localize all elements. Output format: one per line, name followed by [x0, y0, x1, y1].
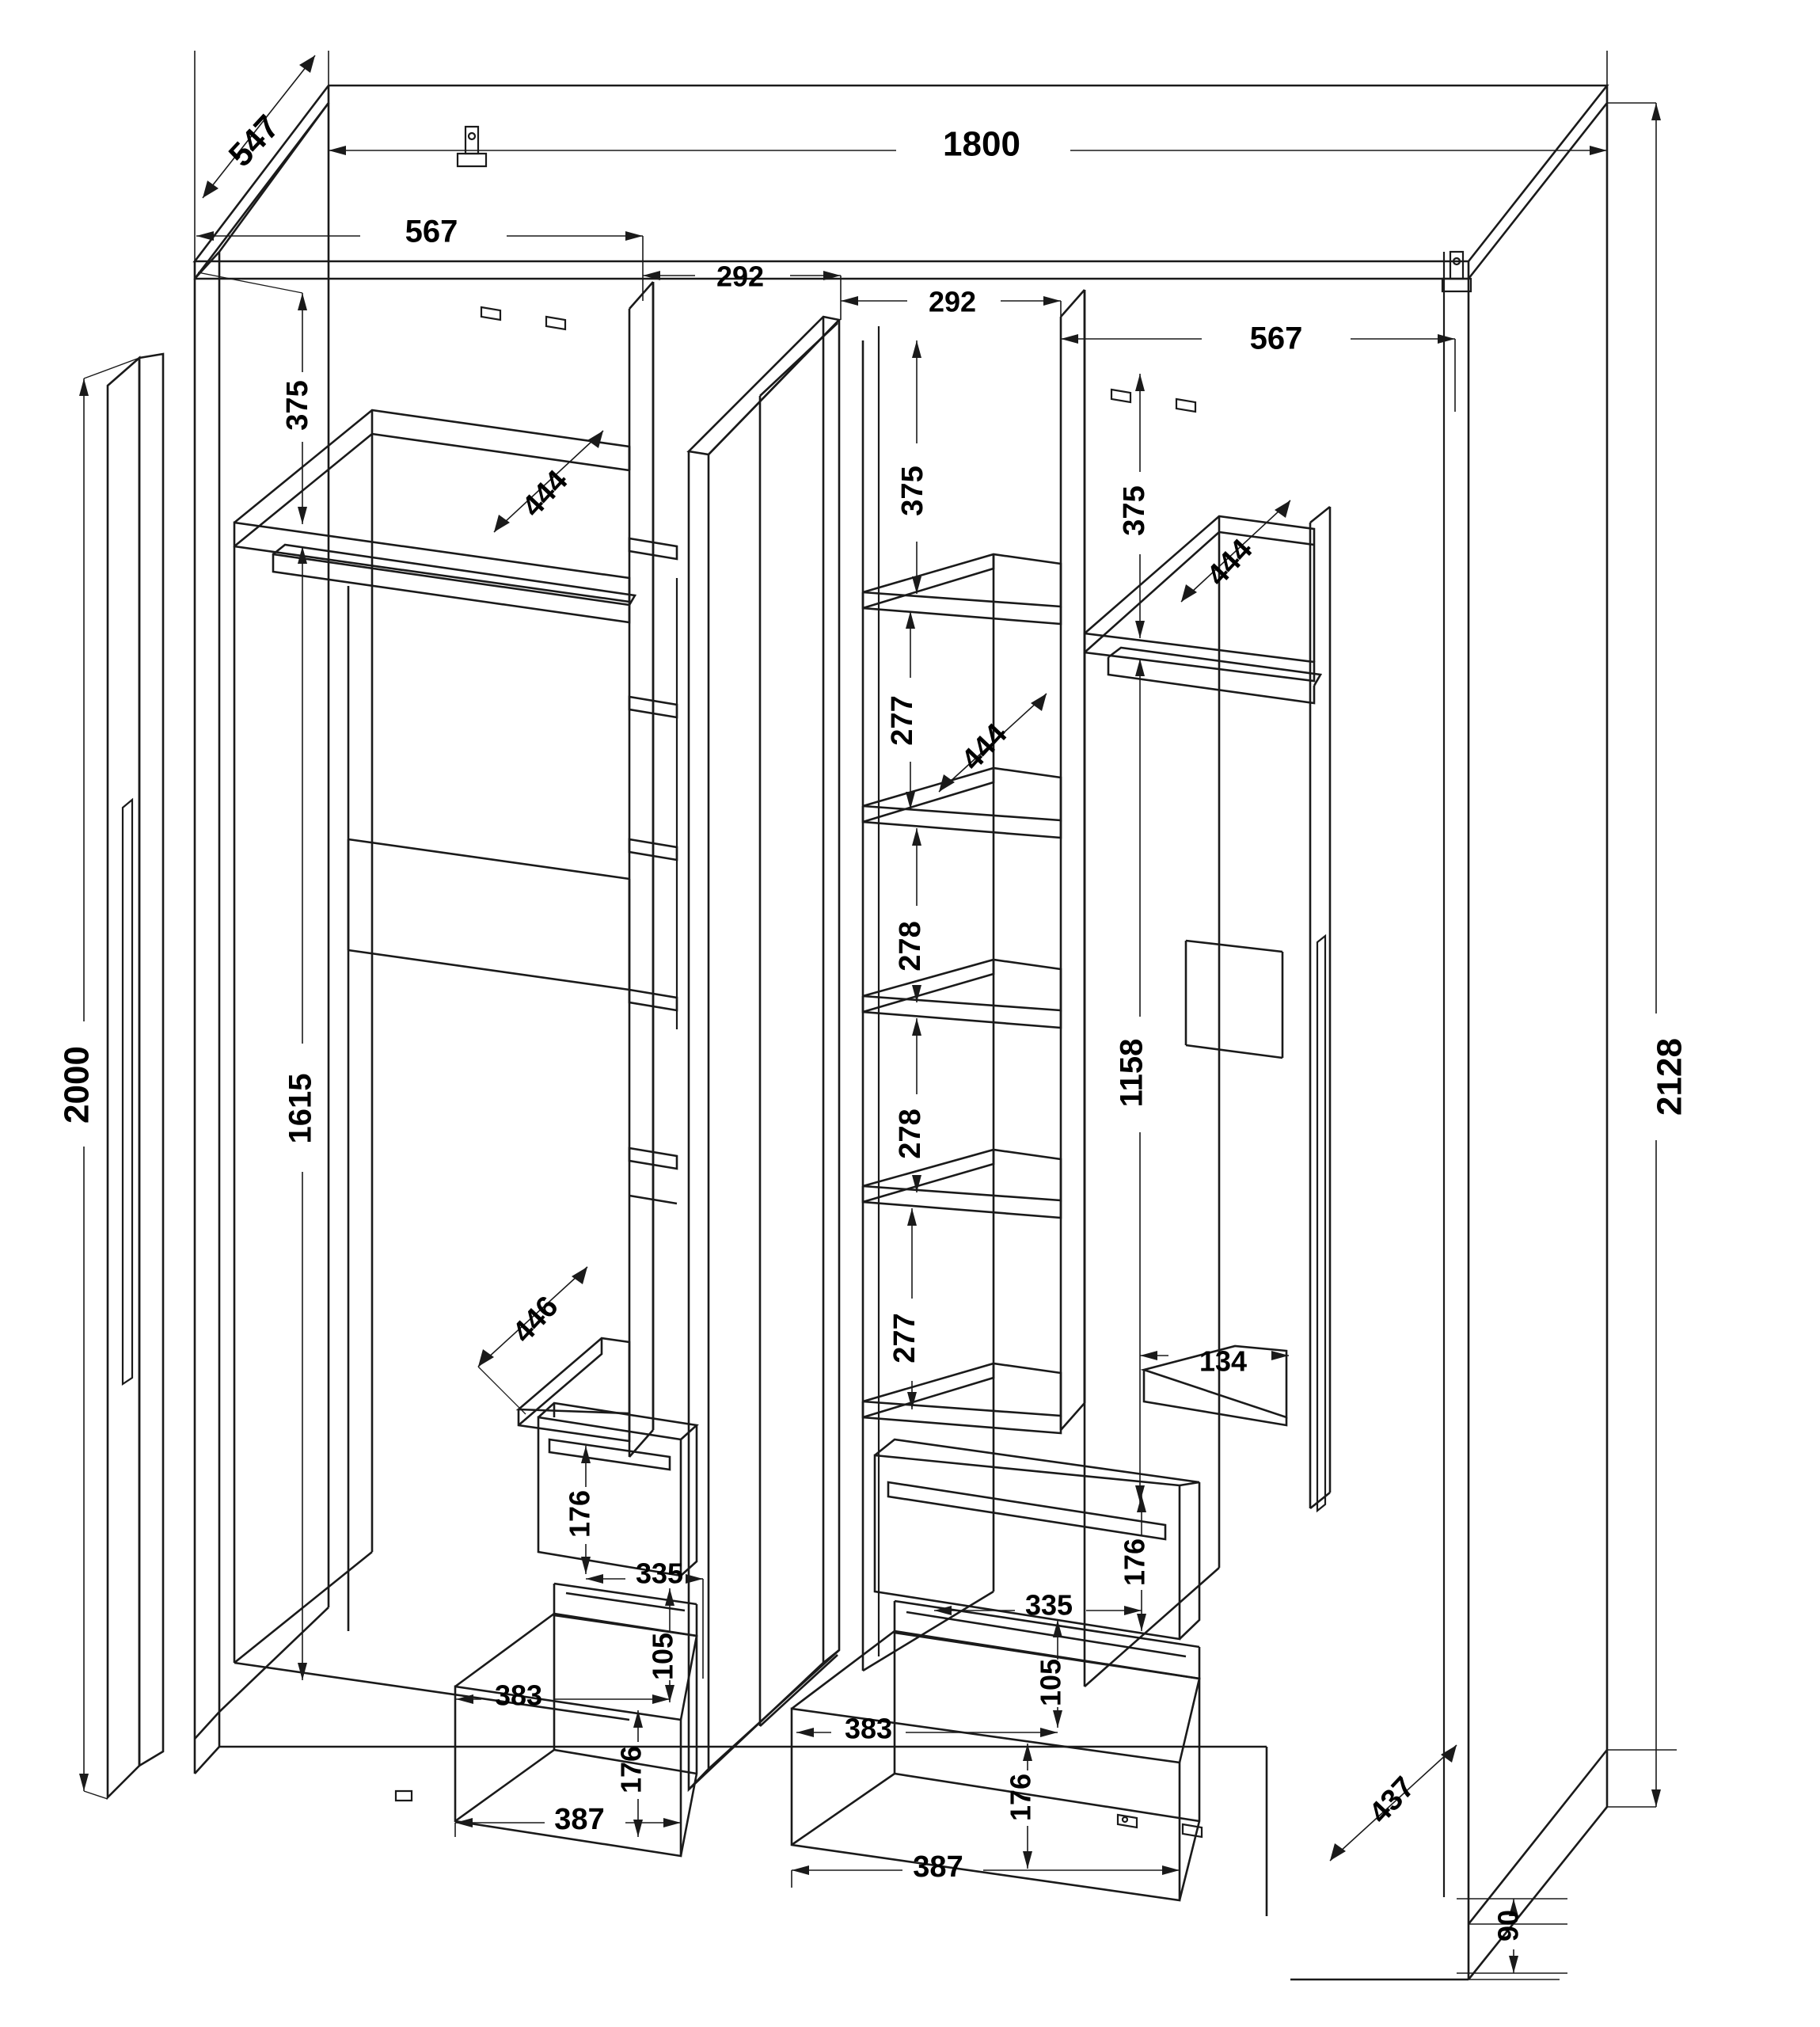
- dim-depth-547: 547: [221, 108, 287, 174]
- dim-drawer-383b: 383: [844, 1712, 893, 1745]
- dim-left-drawer-depth-446: 446: [506, 1290, 565, 1350]
- dim-top-gap-center-375: 375: [896, 466, 930, 516]
- dim-rail-height-1615: 1615: [283, 1073, 318, 1144]
- dim-width-1800: 1800: [943, 124, 1020, 164]
- cabinet-top-panel: [195, 86, 1607, 279]
- dim-shelf-gap-278b: 278: [894, 1109, 928, 1159]
- dim-drawer-front-176c: 176: [1118, 1538, 1151, 1587]
- dim-shelf-depth-right-444: 444: [1200, 533, 1260, 593]
- dim-plinth-90: 90: [1491, 1909, 1525, 1942]
- dim-drawer-front-176a: 176: [563, 1489, 596, 1538]
- dim-right-drawer-offset-134: 134: [1199, 1344, 1248, 1378]
- dim-shelf-gap-278a: 278: [894, 921, 928, 972]
- cabinet-carcass: [195, 103, 1607, 1979]
- dim-height-2128: 2128: [1650, 1038, 1689, 1116]
- dim-door-height-2000: 2000: [57, 1046, 97, 1124]
- dim-drawer-rail-105b: 105: [1034, 1658, 1067, 1707]
- dim-drawer-front-176d: 176: [1004, 1773, 1037, 1822]
- dim-section-mid-right-292: 292: [928, 285, 977, 318]
- dim-section-mid-left-292: 292: [716, 260, 765, 293]
- top-hanger-bracket-right: [1442, 252, 1471, 291]
- dim-drawer-front-176b: 176: [614, 1745, 648, 1794]
- dim-shelf-gap-277b: 277: [888, 1313, 922, 1363]
- dim-drawer-inner-335b: 335: [1024, 1588, 1073, 1622]
- dim-drawer-outer-387b: 387: [913, 1850, 963, 1884]
- dim-top-gap-left-375: 375: [281, 380, 315, 431]
- dim-drawer-outer-387a: 387: [554, 1803, 605, 1837]
- top-hanger-bracket-left: [458, 127, 486, 166]
- dim-shelf-depth-center-444: 444: [955, 717, 1014, 778]
- dim-right-hanging-1158: 1158: [1114, 1038, 1149, 1108]
- dim-section-right-567: 567: [1249, 321, 1303, 356]
- dim-top-gap-right-375: 375: [1118, 485, 1152, 536]
- left-door-panel: [108, 354, 163, 1797]
- dim-shelf-gap-277a: 277: [886, 695, 920, 746]
- right-drawer-unit: [792, 1346, 1286, 1900]
- dim-drawer-rail-105a: 105: [646, 1632, 679, 1681]
- dim-drawer-inner-335a: 335: [635, 1557, 684, 1590]
- dim-drawer-383a: 383: [494, 1679, 543, 1712]
- dim-bottom-depth-437: 437: [1362, 1770, 1422, 1831]
- dim-section-left-567: 567: [405, 214, 458, 249]
- dim-shelf-depth-left-444: 444: [515, 464, 575, 524]
- left-drawer-unit: [396, 1338, 697, 1856]
